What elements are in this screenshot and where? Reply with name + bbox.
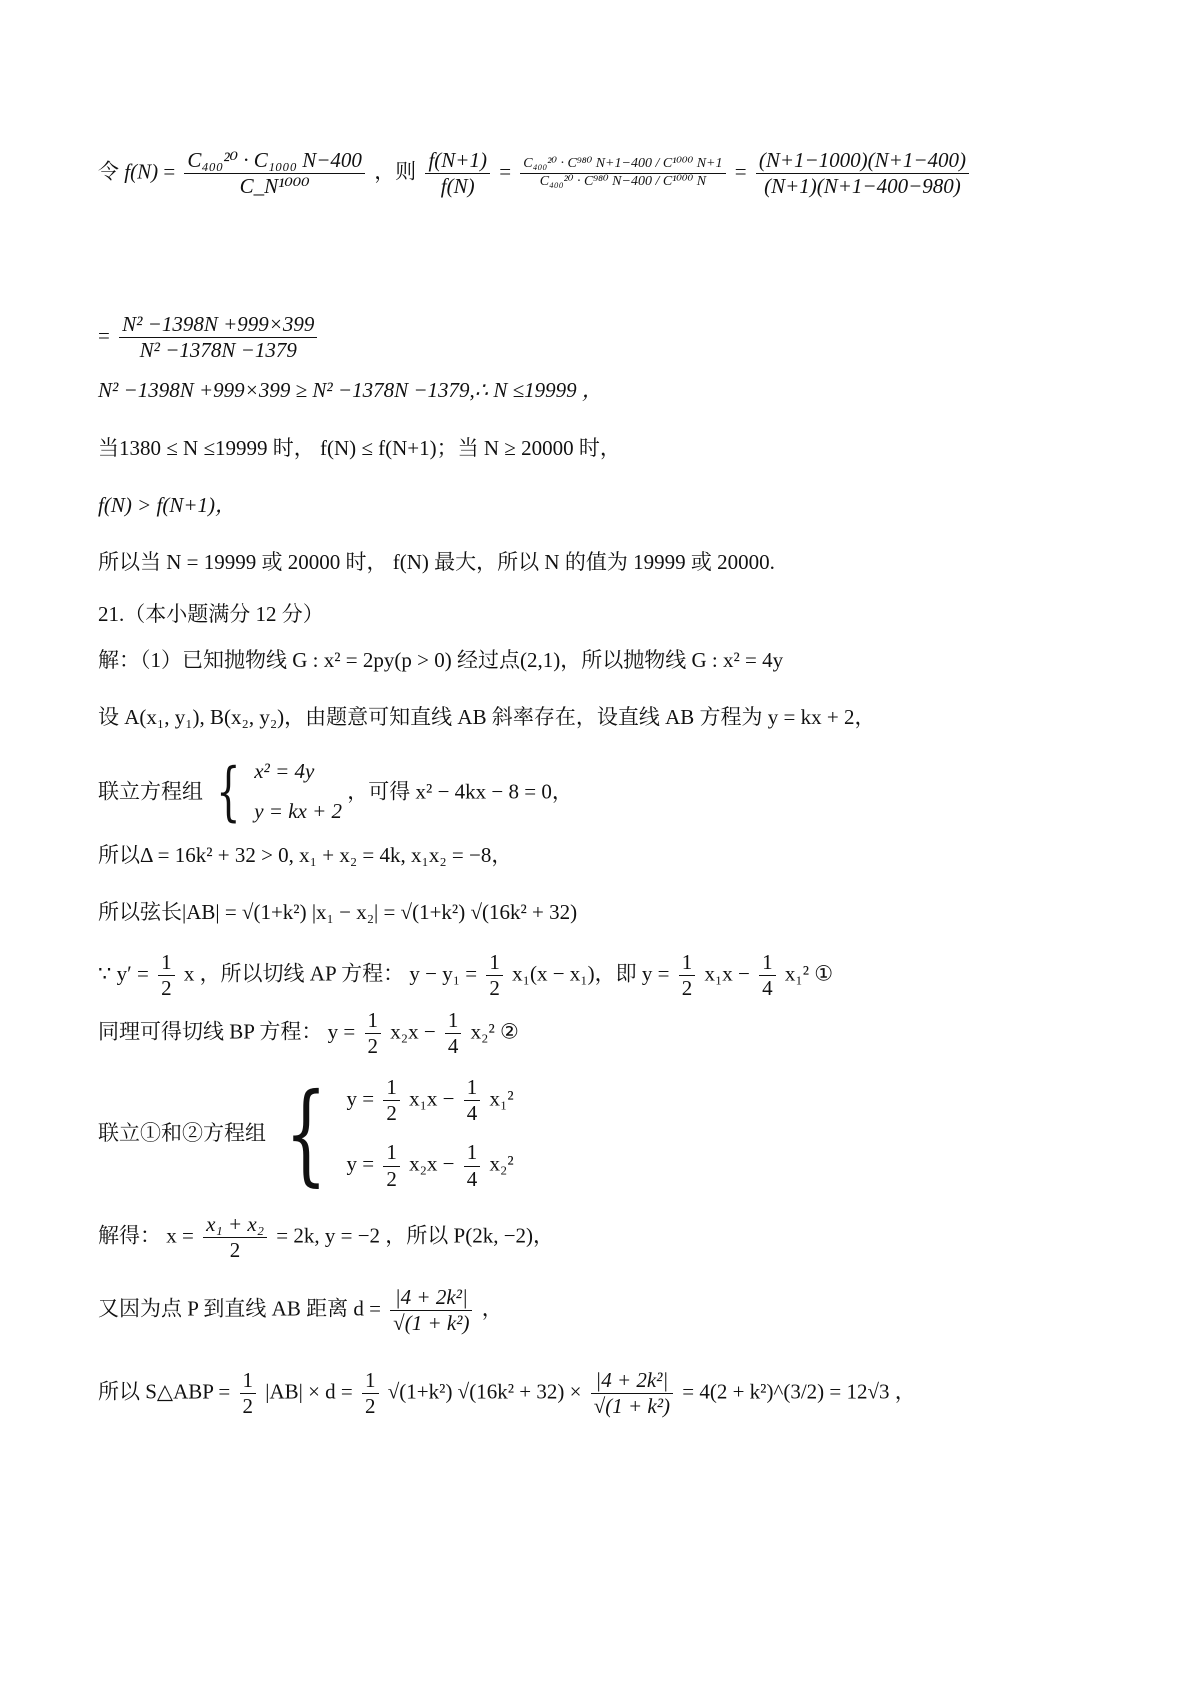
solve-line <box>98 1212 554 1263</box>
simplified-denominator: N² −1378N −1379 <box>139 338 297 363</box>
area-line <box>98 1368 916 1419</box>
half-den: 2 <box>367 1034 378 1059</box>
fn-numerator: C₄₀₀²⁰ · C₁₀₀₀ N−400 <box>184 148 365 174</box>
half-num: 1 <box>486 950 503 976</box>
conclusion-line: 所以当 N = 19999 或 20000 时， f(N) 最大，所以 N 的值为 19999 或 20000. <box>98 550 775 574</box>
area-mid2: √(1+k²) √(16k² + 32) × <box>387 1379 582 1404</box>
half-den: 2 <box>386 1166 397 1191</box>
half-num: 1 <box>679 950 696 976</box>
inequality-line: N² −1398N +999×399 ≥ N² −1378N −1379,∴ N ≤19999 ， <box>98 378 603 402</box>
half-fraction-6 <box>383 1140 400 1191</box>
quarter-fraction-4 <box>464 1140 481 1191</box>
half-den: 2 <box>489 976 500 1001</box>
quarter-num: 1 <box>464 1140 481 1166</box>
half-fraction-4 <box>365 1008 382 1059</box>
system-1-eq-b: y = kx + 2 <box>254 798 343 823</box>
tangent-ap-mid3: x₁x − <box>704 961 750 986</box>
ratio-denominator: f(N) <box>440 174 475 199</box>
tangent-ap-post: x₁² ① <box>784 961 834 986</box>
equals-2: = <box>499 159 512 184</box>
half-den: 2 <box>681 976 693 1001</box>
area-mid: |AB| × d = <box>265 1379 353 1404</box>
half-num: 1 <box>383 1075 400 1101</box>
compare-line: f(N) > f(N+1)， <box>98 493 236 517</box>
area-pre: 所以 S△ABP = <box>98 1379 231 1404</box>
solve-fraction <box>203 1212 267 1263</box>
range-line: 当1380 ≤ N ≤19999 时， f(N) ≤ f(N+1)；当 N ≥ 20000 时， <box>98 436 621 460</box>
tangent-bp-pre: 同理可得切线 BP 方程： y = <box>98 1019 356 1044</box>
tangent-ap-mid: x ，所以切线 AP 方程： y − y₁ = <box>183 961 478 986</box>
result-fraction <box>756 148 969 199</box>
system-1 <box>98 752 573 832</box>
fn-fraction <box>184 148 365 199</box>
system-2-eq-a: y = $\frac{1}{2}$ x₁x − $\frac{1}{4}$ x₁² <box>346 1075 514 1126</box>
solve-pre: 解得： x = <box>98 1223 194 1248</box>
half-num: 1 <box>383 1140 400 1166</box>
half-fraction-2 <box>486 950 503 1001</box>
tangent-bp-mid: x₂x − <box>390 1019 436 1044</box>
system-2-eq-b: y = $\frac{1}{2}$ x₂x − $\frac{1}{4}$ x₂² <box>346 1140 514 1191</box>
half-fraction-8 <box>362 1368 379 1419</box>
half-fraction-7 <box>240 1368 257 1419</box>
half-num: 1 <box>158 950 175 976</box>
quarter-num: 1 <box>464 1075 481 1101</box>
setup-line: 设 A(x₁, y₁), B(x₂, y₂)，由题意可知直线 AB 斜率存在，设直线 AB 方程为 y = kx + 2， <box>98 705 876 729</box>
distance-num: |4 + 2k²| <box>390 1285 472 1311</box>
quarter-den: 4 <box>762 976 773 1001</box>
result-denominator: (N+1)(N+1−400−980) <box>764 174 961 199</box>
solve-den: 2 <box>229 1238 241 1263</box>
quarter-den: 4 <box>466 1166 478 1191</box>
solution-part1: 解：（1）已知抛物线 G : x² = 2py(p > 0) 经过点(2,1)，所以抛物线 G : x² = 4y <box>98 648 784 672</box>
half-den: 2 <box>161 976 172 1001</box>
text-ling: 令 <box>98 159 119 184</box>
system-2-equations <box>347 1075 514 1192</box>
equals-3: = <box>734 159 747 184</box>
quarter-num: 1 <box>759 950 776 976</box>
solve-post: = 2k, y = −2 ，所以 P(2k, −2)， <box>276 1223 555 1248</box>
half-num: 1 <box>240 1368 257 1394</box>
left-brace-icon: { <box>216 754 241 829</box>
system-2 <box>98 1069 514 1198</box>
half-den: 2 <box>386 1101 397 1126</box>
solve-num: x₁ + x₂ <box>203 1212 267 1238</box>
half-fraction-3 <box>679 950 696 1001</box>
system-1-eq-a: x² = 4y <box>254 759 315 783</box>
system-1-equations <box>254 752 342 832</box>
f-of-n: f(N) <box>124 159 159 184</box>
equals-4: = <box>98 323 110 348</box>
fn-denominator: C_N¹⁰⁰⁰ <box>239 174 310 199</box>
half-num: 1 <box>362 1368 379 1394</box>
quarter-fraction-1 <box>759 950 776 1001</box>
distance-pre: 又因为点 P 到直线 AB 距离 d = <box>98 1296 381 1321</box>
delta-line: 所以Δ = 16k² + 32 > 0, x₁ + x₂ = 4k, x₁x₂ = −8， <box>98 843 513 867</box>
formula-simplified <box>98 312 321 363</box>
chord-length-line: 所以弦长|AB| = √(1+k²) |x₁ − x₂| = √(1+k²) √(16k² + 32) <box>98 900 578 924</box>
distance-fraction <box>390 1285 472 1336</box>
compound-denominator: C₄₀₀²⁰ · C⁹⁸⁰ N−400 / C¹⁰⁰⁰ N <box>539 174 707 190</box>
half-den: 2 <box>242 1394 253 1419</box>
quarter-fraction-2 <box>445 1008 462 1059</box>
ratio-fraction <box>425 148 490 199</box>
quarter-num: 1 <box>445 1008 462 1034</box>
quarter-fraction-3 <box>464 1075 481 1126</box>
half-fraction-5 <box>383 1075 400 1126</box>
area-fraction <box>591 1368 673 1419</box>
area-den: √(1 + k²) <box>593 1394 670 1419</box>
distance-post: ， <box>481 1296 503 1321</box>
left-brace-icon: { <box>285 1069 328 1198</box>
area-post: = 4(2 + k²)^(3/2) = 12√3 ， <box>682 1379 916 1404</box>
half-num: 1 <box>365 1008 382 1034</box>
formula-fN-ratio <box>98 148 973 199</box>
problem-21-heading: 21.（本小题满分 12 分） <box>98 602 324 626</box>
equals: = <box>163 159 176 184</box>
system-1-result: ，可得 x² − 4kx − 8 = 0， <box>347 779 573 804</box>
system-1-label: 联立方程组 <box>98 779 203 804</box>
ratio-numerator: f(N+1) <box>425 148 490 174</box>
compound-fraction <box>520 156 725 191</box>
distance-den: √(1 + k²) <box>393 1311 470 1336</box>
half-fraction-1 <box>158 950 175 1001</box>
distance-line <box>98 1285 503 1336</box>
tangent-ap-line <box>98 950 833 1001</box>
quarter-den: 4 <box>447 1034 459 1059</box>
tangent-bp-line <box>98 1008 519 1059</box>
system-2-label: 联立①和②方程组 <box>98 1120 266 1145</box>
compound-numerator: C₄₀₀²⁰ · C⁹⁸⁰ N+1−400 / C¹⁰⁰⁰ N+1 <box>520 156 725 174</box>
quarter-den: 4 <box>466 1101 478 1126</box>
simplified-numerator: N² −1398N +999×399 <box>119 312 317 338</box>
result-numerator: (N+1−1000)(N+1−400) <box>756 148 969 174</box>
area-num: |4 + 2k²| <box>591 1368 673 1394</box>
simplified-fraction <box>119 312 317 363</box>
tangent-ap-mid2: x₁(x − x₁)，即 y = <box>512 961 670 986</box>
tangent-ap-pre: ∵ y′ = <box>98 961 149 986</box>
tangent-bp-post: x₂² ② <box>470 1019 519 1044</box>
half-den: 2 <box>365 1394 376 1419</box>
text-ze: ，则 <box>374 159 417 184</box>
